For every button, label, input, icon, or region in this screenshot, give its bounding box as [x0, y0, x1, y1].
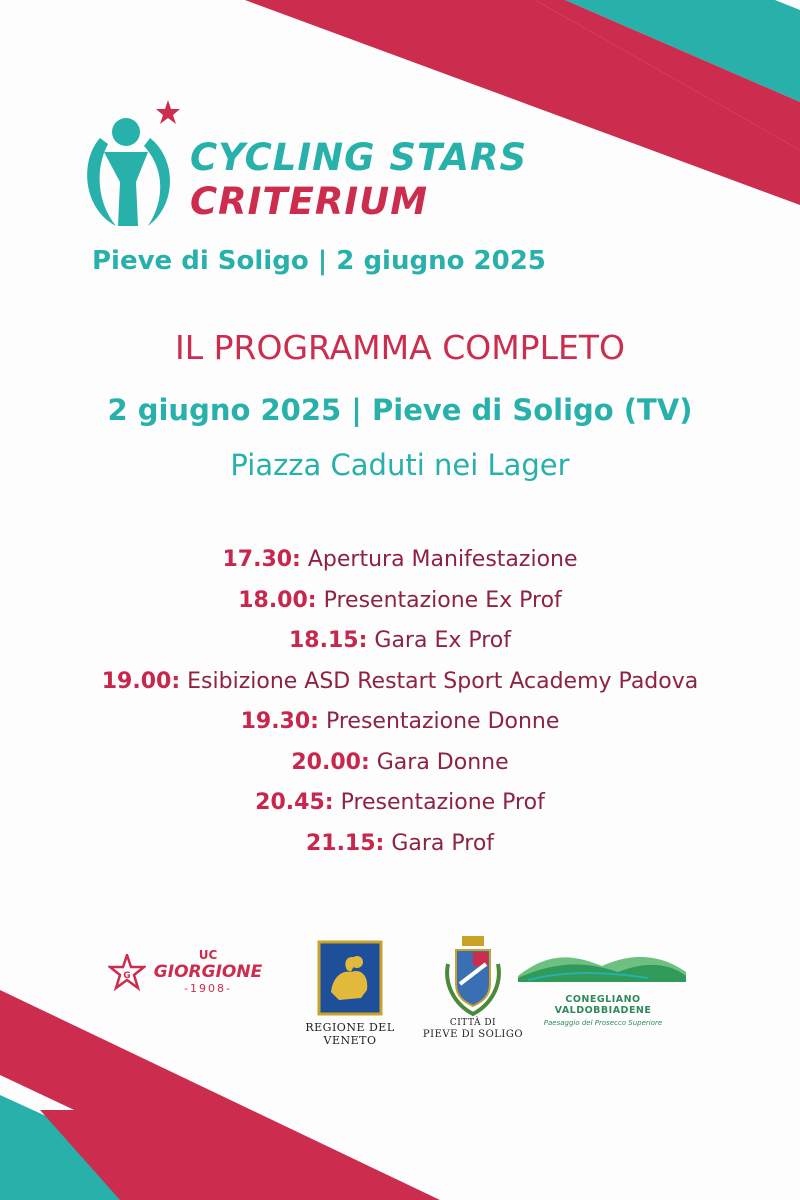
giorgione-star-icon [108, 954, 146, 992]
giorgione-uc: UC [198, 948, 218, 962]
schedule-time: 19.00: [101, 668, 181, 694]
event-date-location: 2 giugno 2025 | Pieve di Soligo (TV) [107, 393, 693, 427]
schedule-event: Presentazione Ex Prof [323, 587, 562, 613]
schedule-event: Gara Prof [391, 830, 495, 856]
cycling-stars-logo [78, 100, 538, 240]
logo-line-1: CYCLING STARS [190, 136, 528, 179]
pieve-di-soligo-crest [418, 934, 528, 1054]
schedule-item [0, 581, 800, 622]
rider-emblem-icon [78, 100, 188, 240]
logo-wordmark [190, 136, 527, 224]
schedule-event: Presentazione Donne [325, 709, 560, 734]
schedule-item [0, 743, 800, 784]
schedule-list [0, 540, 800, 864]
program-heading: IL PROGRAMMA COMPLETO [175, 328, 625, 367]
pieve-label-1: CITTÀ DI [449, 1018, 497, 1028]
hills-icon [518, 948, 686, 982]
schedule-item [0, 783, 800, 824]
schedule-event: Gara Ex Prof [374, 628, 511, 653]
schedule-event: Gara Donne [376, 749, 509, 775]
town-crest-icon [438, 934, 508, 1018]
lion-of-saint-mark-icon [317, 940, 383, 1016]
conegliano-valdobbiadene-logo [518, 948, 688, 1028]
pieve-label-2: PIEVE DI SOLIGO [422, 1029, 524, 1040]
regione-veneto-label: REGIONE DEL VENETO [305, 1021, 395, 1047]
schedule-time: 20.45: [255, 790, 334, 815]
conegliano-name: CONEGLIANO VALDOBBIADENE [554, 994, 652, 1016]
logo-line-2: CRITERIUM [190, 180, 429, 223]
schedule-time: 17.30: [222, 547, 301, 572]
schedule-item [0, 621, 800, 662]
schedule-event: Apertura Manifestazione [307, 547, 578, 572]
star-icon [156, 100, 180, 124]
conegliano-tagline: Paesaggio del Prosecco Superiore [543, 1019, 663, 1027]
giorgione-year: -1908- [184, 982, 232, 995]
svg-text:G: G [123, 971, 131, 981]
regione-veneto-logo [290, 940, 410, 1047]
schedule-event: Presentazione Prof [340, 790, 545, 815]
schedule-item [0, 702, 800, 743]
schedule-item [0, 824, 800, 865]
schedule-time: 18.00: [238, 587, 317, 613]
giorgione-name: GIORGIONE [153, 962, 263, 982]
event-venue: Piazza Caduti nei Lager [230, 448, 570, 482]
giorgione-logo [108, 948, 268, 1008]
schedule-time: 19.30: [240, 709, 319, 734]
schedule-time: 20.00: [291, 749, 370, 775]
schedule-item [0, 540, 800, 581]
schedule-item [0, 662, 800, 703]
schedule-event: Esibizione ASD Restart Sport Academy Padova [187, 668, 699, 694]
schedule-time: 21.15: [305, 830, 385, 856]
event-subtitle: Pieve di Soligo | 2 giugno 2025 [92, 246, 546, 276]
schedule-time: 18.15: [289, 628, 368, 653]
